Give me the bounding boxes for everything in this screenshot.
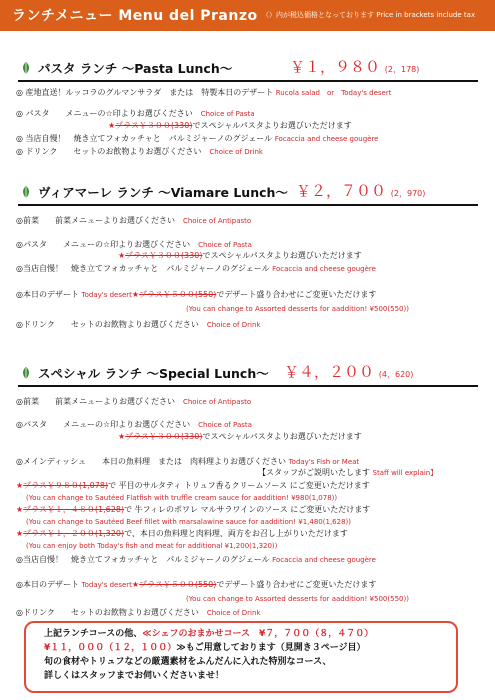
- leaf-icon: [20, 61, 32, 75]
- menu-line: ★プラス￥３００(330)でスペシャルパスタよりお選びいただけます: [118, 251, 362, 260]
- menu-line-en: (You can change to Sautéed Beef fillet with marsalawine sauce for aaddition! ¥1,480(1,628)): [26, 518, 351, 526]
- section-title: スペシャル ランチ ～Special Lunch～: [38, 366, 269, 381]
- leaf-icon: [20, 366, 32, 380]
- page-title: ランチメニュー Menu del Pranzo: [12, 8, 258, 24]
- menu-line: ◎ 産地直送！ルッコラのグルマンサラダ または 特製本日のデザート Rucola salad or Today's desert: [16, 88, 392, 97]
- note-line: 詳しくはスタッフまでお伺いくださいませ！: [44, 671, 225, 681]
- divider: [18, 204, 478, 206]
- chef-course-note: [24, 621, 458, 693]
- section-header-special: [18, 363, 478, 387]
- menu-line: ◎ パスタ メニューの☆印よりお選びください Choice of Pasta: [16, 109, 255, 118]
- menu-line: ◎ ドリンク セットのお飲物よりお選びください Choice of Drink: [16, 147, 263, 156]
- menu-line-en: (You can enjoy both Today's fish and meat for additional ¥1,200(1,320)): [26, 542, 278, 550]
- menu-line: ◎本日のデザート Today's desert★プラス￥５００(550)でデザート盛り合わせにご変更いただけます: [16, 290, 377, 299]
- section-title: パスタ ランチ ～Pasta Lunch～: [38, 61, 233, 76]
- menu-line: ★プラス￥１，２００(1,320)で、本日の魚料理と肉料理、両方をお召し上がりいただけます: [16, 529, 348, 538]
- menu-line: ◎前菜 前菜メニューよりお選びください Choice of Antipasto: [16, 397, 252, 406]
- menu-line: ◎ドリンク セットのお飲物よりお選びください Choice of Drink: [16, 320, 261, 329]
- menu-line: ★プラス￥９８０(1,078)で 平目のサルタティ トリュフ香るクリームソース にご変更いただけます: [16, 481, 370, 490]
- menu-line: ◎当店自慢！ 焼き立てフォカッチャと パルミジャーノのグジェール Focaccia and cheese gougère: [16, 555, 376, 564]
- divider: [18, 385, 478, 387]
- menu-line-en: (You can change to Assorted desserts for aaddition! ¥500(550)): [186, 305, 409, 313]
- note-line: 旬の食材やトリュフなどの厳選素材をふんだんに入れた特別なコース、: [44, 657, 332, 667]
- menu-line: ◎パスタ メニューの☆印よりお選びください Choice of Pasta: [16, 420, 252, 429]
- menu-line-en: (You can change to Sautéed Flatfish with truffle cream sauce for aaddition! ¥980(1,078)): [26, 494, 338, 502]
- leaf-icon: [20, 185, 32, 199]
- menu-line: ★プラス￥３００(330)でスペシャルパスタよりお選びいただけます: [108, 121, 352, 130]
- header-bar: [0, 0, 495, 31]
- menu-line: ◎前菜 前菜メニューよりお選びください Choice of Antipasto: [16, 216, 252, 225]
- menu-line: ★プラス￥３００(330)でスペシャルパスタよりお選びいただけます: [118, 432, 362, 441]
- tax-note: （）内が税込価格となっております Price in brackets include tax: [262, 11, 476, 19]
- menu-line: 【スタッフがご説明いたします Staff will explain】: [258, 468, 438, 477]
- note-line: ¥１１，０００（１２，１００）≫もご用意しております（見開き３ページ目）: [44, 643, 366, 653]
- menu-line: ◎当店自慢！ 焼き立てフォカッチャと パルミジャーノのグジェール Focaccia and cheese gougère: [16, 264, 376, 273]
- section-header-viamare: [18, 182, 478, 206]
- section-header-pasta: [18, 58, 478, 82]
- menu-line: ◎ 当店自慢！ 焼き立てフォカッチャと パルミジャーノのグジェール Focaccia and cheese gougère: [16, 134, 379, 143]
- menu-line: ◎パスタ メニューの☆印よりお選びください Choice of Pasta: [16, 240, 252, 249]
- section-price: ￥１，９８０ (2，178): [290, 58, 420, 76]
- menu-line: ★プラス￥１，４８０(1,628)で 牛フィレのポワレ マルサラワインのソース にご変更いただけます: [16, 505, 371, 514]
- section-title: ヴィアマーレ ランチ ～Viamare Lunch～: [38, 185, 288, 200]
- menu-line: ◎ドリンク セットのお飲物よりお選びください Choice of Drink: [16, 608, 261, 617]
- section-price: ￥４，２００ (4，620): [284, 363, 414, 381]
- note-line: 上記ランチコースの他、≪シェフのおまかせコース ¥７，７００（８，４７０）: [44, 629, 374, 639]
- menu-line: ◎メインディッシュ 本日の魚料理 または 肉料理よりお選びください Today's Fish or Meat: [16, 457, 360, 466]
- divider: [18, 80, 478, 82]
- menu-line-en: (You can change to Assorted desserts for aaddition! ¥500(550)): [186, 595, 409, 603]
- section-price: ￥２，７００ (2，970): [296, 182, 426, 200]
- menu-line: ◎本日のデザート Today's desert★プラス￥５００(550)でデザート盛り合わせにご変更いただけます: [16, 580, 377, 589]
